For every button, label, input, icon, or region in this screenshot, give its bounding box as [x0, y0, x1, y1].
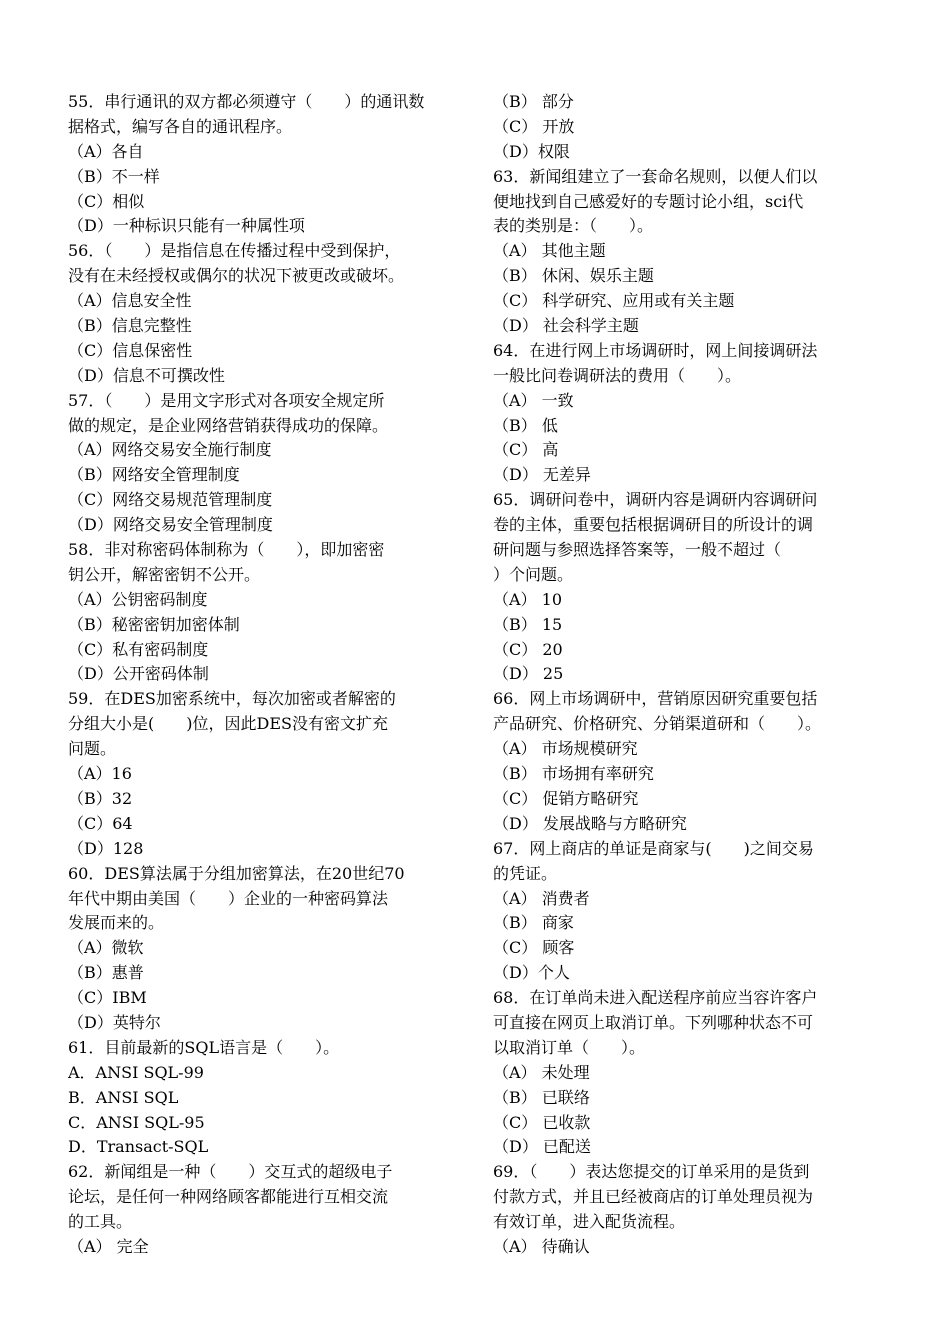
right-column-line: （B） 15	[493, 614, 563, 634]
left-column-line: （C）信息保密性	[68, 340, 193, 360]
right-column-line: 有效订单，进入配货流程。	[493, 1212, 686, 1232]
left-column-line: 年代中期由美国（ ）企业的一种密码算法	[68, 888, 389, 908]
right-column-line: （A） 一致	[493, 390, 574, 410]
right-column-line: 68．在订单尚未进入配送程序前应当容许客户	[493, 988, 818, 1008]
right-column-line: （B） 市场拥有率研究	[493, 764, 654, 784]
right-column-line: （C） 20	[493, 639, 563, 659]
right-column-line: （D）权限	[493, 141, 570, 161]
left-column-line: 56．（ ）是指信息在传播过程中受到保护，	[68, 241, 401, 261]
right-column-line: （A） 其他主题	[493, 241, 606, 261]
right-column-line: （D） 发展战略与方略研究	[493, 813, 687, 833]
left-column-line: 做的规定，是企业网络营销获得成功的保障。	[68, 415, 389, 435]
right-column-line: 产品研究、价格研究、分销渠道研和（ ）。	[493, 714, 822, 734]
left-column-line: （D）网络交易安全管理制度	[68, 515, 273, 535]
left-column-line: （B）网络安全管理制度	[68, 465, 240, 485]
left-column-line: （A）公钥密码制度	[68, 589, 208, 609]
right-column-line: （A） 消费者	[493, 888, 590, 908]
left-column-line: 58．非对称密码体制称为（ ），即加密密	[68, 540, 385, 560]
left-column-line: B．ANSI SQL	[68, 1087, 179, 1107]
right-column-line: （D） 无差异	[493, 465, 591, 485]
right-column-line: （A） 市场规模研究	[493, 739, 638, 759]
left-column-line: （B）秘密密钥加密体制	[68, 614, 240, 634]
left-column-line: （C）IBM	[68, 988, 147, 1008]
right-column-line: （A） 10	[493, 589, 563, 609]
left-column-line: C．ANSI SQL-95	[68, 1112, 205, 1132]
left-column-line: （C）私有密码制度	[68, 639, 209, 659]
left-column-line: （D）一种标识只能有一种属性项	[68, 216, 305, 236]
right-column-line: 67．网上商店的单证是商家与( )之间交易	[493, 838, 814, 858]
right-column-line: 69．（ ）表达您提交的订单采用的是货到	[493, 1162, 810, 1182]
right-column-line: （B） 部分	[493, 92, 574, 111]
left-column-line: 60．DES算法属于分组加密算法，在20世纪70	[68, 863, 405, 883]
left-column-line: （A） 完全	[68, 1236, 149, 1256]
left-column-line: 钥公开，解密密钥不公开。	[68, 564, 261, 584]
left-column-line: （A）16	[68, 764, 132, 784]
right-column-line: 64．在进行网上市场调研时，网上间接调研法	[493, 340, 818, 360]
right-column-line: （A） 未处理	[493, 1062, 590, 1082]
right-column-line: （D）个人	[493, 963, 570, 983]
left-column	[68, 90, 460, 1260]
right-column-line: 63．新闻组建立了一套命名规则，以便人们以	[493, 166, 818, 186]
right-column-line: （B） 低	[493, 415, 558, 435]
right-column-line: 66．网上市场调研中，营销原因研究重要包括	[493, 689, 818, 709]
left-column-line: （C）网络交易规范管理制度	[68, 490, 273, 510]
left-column-line: 分组大小是( )位，因此DES没有密文扩充	[68, 714, 388, 734]
left-column-line: 61．目前最新的SQL语言是（ ）。	[68, 1037, 340, 1057]
left-column-line: A．ANSI SQL-99	[68, 1062, 204, 1082]
right-column-line: 研问题与参照选择答案等，一般不超过（	[493, 540, 782, 560]
left-column-line: （B）不一样	[68, 166, 160, 186]
left-column-line: 问题。	[68, 739, 117, 759]
right-column-line: ）个问题。	[493, 564, 574, 584]
right-column-line: 便地找到自己感爱好的专题讨论小组，sci代	[493, 191, 804, 211]
right-column-line: （B） 已联络	[493, 1087, 590, 1107]
left-column-line: 57．（ ）是用文字形式对各项安全规定所	[68, 390, 385, 410]
left-column-line: 59．在DES加密系统中，每次加密或者解密的	[68, 689, 396, 709]
right-column-line: 以取消订单（ ）。	[493, 1037, 646, 1057]
left-column-line: （A）网络交易安全施行制度	[68, 440, 272, 460]
right-column-line: 65．调研问卷中，调研内容是调研内容调研问	[493, 490, 818, 510]
right-column-line: 卷的主体，重要包括根据调研目的所设计的调	[493, 515, 814, 535]
right-column-line: 表的类别是：（ ）。	[493, 216, 654, 236]
left-column-line: （C）相似	[68, 191, 145, 211]
left-column-line: （D）信息不可撰改性	[68, 365, 225, 385]
left-column-line: （B）信息完整性	[68, 316, 192, 336]
left-column-line: （D）公开密码体制	[68, 664, 209, 684]
left-column-line: （D）128	[68, 838, 144, 858]
right-column-line: （C） 高	[493, 440, 559, 460]
right-column-line: （D） 社会科学主题	[493, 316, 639, 336]
left-column-line: 62．新闻组是一种（ ）交互式的超级电子	[68, 1162, 393, 1182]
left-column-line: 55．串行通讯的双方都必须遵守（ ）的通讯数	[68, 92, 425, 111]
left-column-line: 据格式，编写各自的通讯程序。	[68, 116, 293, 136]
left-column-line: （A）各自	[68, 141, 144, 161]
right-column-line: （C） 科学研究、应用或有关主题	[493, 291, 735, 311]
right-column-line: （D） 已配送	[493, 1137, 591, 1157]
right-column-line: （D） 25	[493, 664, 564, 684]
right-column-line: 付款方式，并且已经被商店的订单处理员视为	[493, 1187, 814, 1207]
left-column-line: D．Transact-SQL	[68, 1137, 209, 1157]
left-column-line: （B）32	[68, 788, 133, 808]
right-column-line: 一般比问卷调研法的费用（ ）。	[493, 365, 742, 385]
right-column-line: 的凭证。	[493, 863, 558, 883]
right-column-line: （C） 已收款	[493, 1112, 591, 1132]
right-column-line: 可直接在网页上取消订单。下列哪种状态不可	[493, 1012, 814, 1032]
left-column-line: 发展而来的。	[68, 913, 165, 933]
left-column-line: （B）惠普	[68, 963, 144, 983]
right-column-line: （B） 休闲、娱乐主题	[493, 266, 654, 286]
left-column-line: 的工具。	[68, 1212, 133, 1232]
right-column-line: （C） 促销方略研究	[493, 788, 639, 808]
right-column-line: （B） 商家	[493, 913, 574, 933]
left-column-line: （A）微软	[68, 938, 144, 958]
left-column-line: （A）信息安全性	[68, 291, 192, 311]
left-column-line: （C）64	[68, 813, 133, 833]
right-column-line: （C） 顾客	[493, 938, 575, 958]
right-column-line: （A） 待确认	[493, 1236, 590, 1256]
left-column-line: 论坛，是任何一种网络顾客都能进行互相交流	[68, 1187, 389, 1207]
right-column	[493, 90, 888, 1260]
left-column-line: 没有在未经授权或偶尔的状况下被更改或破坏。	[68, 266, 405, 286]
left-column-line: （D）英特尔	[68, 1012, 161, 1032]
right-column-line: （C） 开放	[493, 116, 575, 136]
